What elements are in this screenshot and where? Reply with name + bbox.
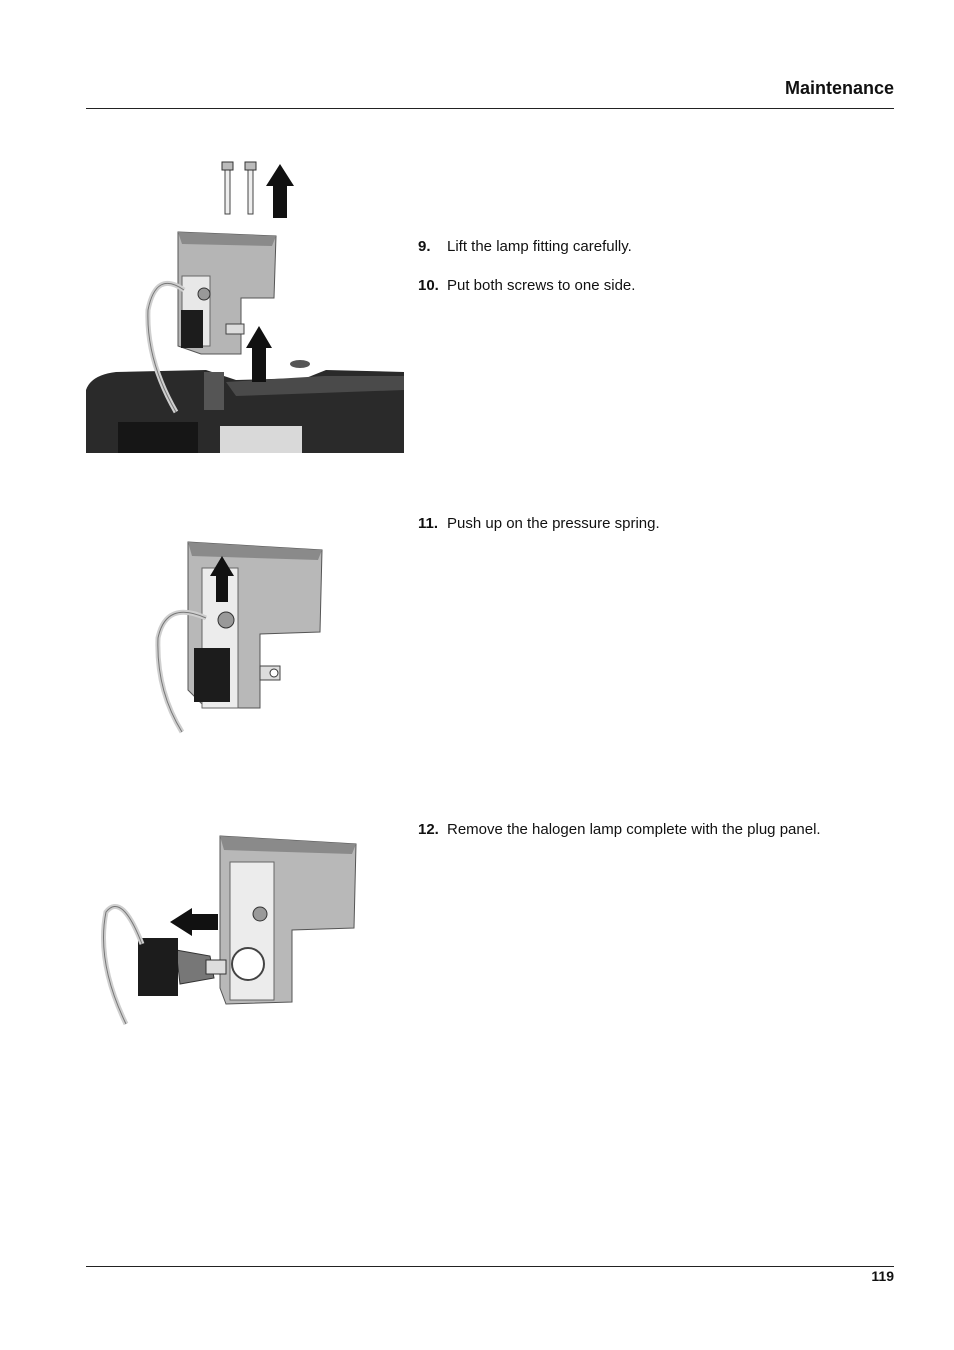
step-11 [418,515,660,533]
step-10 [418,277,635,295]
arrow-up-icon [246,326,272,382]
figure-lift-lamp-fitting [86,150,404,453]
halogen-lamp-removal-illustration [96,832,358,1027]
lamp-fitting-lift-illustration [86,150,404,453]
step-9 [418,238,632,256]
section-title: Maintenance [784,78,894,98]
figure-remove-halogen-lamp [96,832,358,1027]
page-number: 119 [871,1268,894,1284]
step-text: Put both screws to one side. [447,277,636,294]
step-text: Remove the halogen lamp complete with the plug panel. [447,821,821,838]
step-number: 10. [418,277,439,294]
footer-rule [86,1266,894,1267]
step-text: Push up on the pressure spring. [447,515,660,532]
arrow-left-icon [170,908,218,936]
arrow-up-icon [266,164,294,218]
step-text: Lift the lamp fitting carefully. [447,238,632,255]
screw-icon [245,162,256,214]
figure-push-pressure-spring [152,540,327,735]
step-number: 12. [418,821,439,838]
pressure-spring-illustration [152,540,327,735]
step-12 [418,821,821,839]
step-number: 9. [418,238,431,255]
step-number: 11. [418,515,439,532]
screw-icon [222,162,233,214]
header-rule [86,108,894,109]
